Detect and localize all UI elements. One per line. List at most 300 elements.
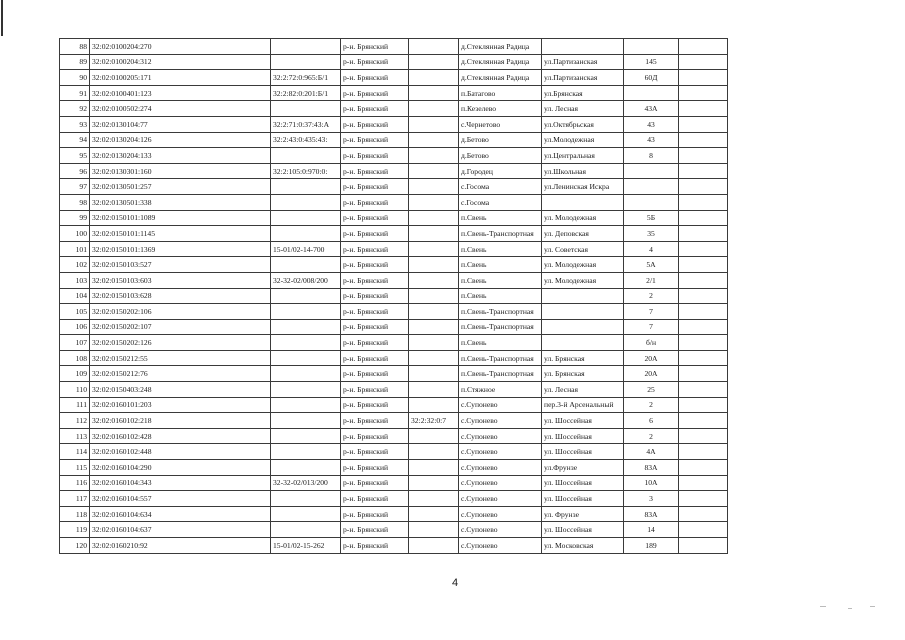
- district: р-н. Брянский: [341, 397, 409, 413]
- table-row: [60, 179, 728, 195]
- cadastral-number: 32:02:0150212:55: [90, 350, 271, 366]
- cadastral-number: 32:02:0150202:107: [90, 319, 271, 335]
- cadastral-number: 32:02:0150101:1145: [90, 226, 271, 242]
- locality: п.Свень: [459, 272, 542, 288]
- table-row: [60, 288, 728, 304]
- old-cadastral-number: [271, 522, 341, 538]
- district: р-н. Брянский: [341, 54, 409, 70]
- district: р-н. Брянский: [341, 335, 409, 351]
- district: р-н. Брянский: [341, 70, 409, 86]
- row-number: 91: [60, 85, 90, 101]
- locality: п.Свень-Транспортная: [459, 226, 542, 242]
- row-number: 106: [60, 319, 90, 335]
- street: [542, 194, 624, 210]
- extra-number: [409, 163, 459, 179]
- cadastral-number: 32:02:0150403:248: [90, 382, 271, 398]
- old-cadastral-number: [271, 257, 341, 273]
- cadastral-number: 32:02:0150103:603: [90, 272, 271, 288]
- old-cadastral-number: [271, 397, 341, 413]
- row-number: 107: [60, 335, 90, 351]
- extra-number: [409, 428, 459, 444]
- row-number: 105: [60, 304, 90, 320]
- cadastral-number: 32:02:0160102:428: [90, 428, 271, 444]
- row-number: 111: [60, 397, 90, 413]
- row-number: 90: [60, 70, 90, 86]
- row-number: 110: [60, 382, 90, 398]
- house-number: 6: [624, 413, 679, 429]
- old-cadastral-number: [271, 444, 341, 460]
- cadastral-number: 32:02:0160104:634: [90, 506, 271, 522]
- table-row: [60, 506, 728, 522]
- house-number: 4: [624, 241, 679, 257]
- cadastral-number: 32:02:0160210:92: [90, 538, 271, 554]
- locality: с.Госома: [459, 194, 542, 210]
- registry-rows: [60, 39, 728, 554]
- district: р-н. Брянский: [341, 475, 409, 491]
- district: р-н. Брянский: [341, 39, 409, 55]
- locality: п.Свень: [459, 288, 542, 304]
- extra-number: [409, 335, 459, 351]
- empty-cell: [679, 54, 728, 70]
- table-row: [60, 366, 728, 382]
- empty-cell: [679, 413, 728, 429]
- locality: с.Супонево: [459, 444, 542, 460]
- street: ул. Молодежная: [542, 210, 624, 226]
- empty-cell: [679, 148, 728, 164]
- table-row: [60, 85, 728, 101]
- old-cadastral-number: [271, 226, 341, 242]
- scan-speck: [870, 606, 875, 607]
- table-row: [60, 257, 728, 273]
- cadastral-number: 32:02:0160104:343: [90, 475, 271, 491]
- locality: с.Супонево: [459, 538, 542, 554]
- street: ул. Молодежная: [542, 272, 624, 288]
- locality: п.Свень: [459, 257, 542, 273]
- house-number: 60Д: [624, 70, 679, 86]
- old-cadastral-number: 15-01/02-15-262: [271, 538, 341, 554]
- table-row: [60, 475, 728, 491]
- house-number: 2/1: [624, 272, 679, 288]
- locality: д.Стеклянная Радица: [459, 39, 542, 55]
- locality: п.Кезелево: [459, 101, 542, 117]
- street: [542, 319, 624, 335]
- empty-cell: [679, 179, 728, 195]
- house-number: 25: [624, 382, 679, 398]
- extra-number: [409, 101, 459, 117]
- old-cadastral-number: [271, 179, 341, 195]
- district: р-н. Брянский: [341, 413, 409, 429]
- house-number: 43: [624, 132, 679, 148]
- cadastral-number: 32:02:0160102:218: [90, 413, 271, 429]
- extra-number: [409, 54, 459, 70]
- old-cadastral-number: [271, 506, 341, 522]
- district: р-н. Брянский: [341, 241, 409, 257]
- old-cadastral-number: 32:2:72:0:965:Б/1: [271, 70, 341, 86]
- table-row: [60, 272, 728, 288]
- locality: п.Свень-Транспортная: [459, 350, 542, 366]
- old-cadastral-number: [271, 304, 341, 320]
- row-number: 116: [60, 475, 90, 491]
- street: [542, 335, 624, 351]
- house-number: 5Б: [624, 210, 679, 226]
- scan-speck: [820, 606, 826, 607]
- extra-number: [409, 538, 459, 554]
- row-number: 94: [60, 132, 90, 148]
- house-number: 43: [624, 116, 679, 132]
- cadastral-number: 32:02:0150202:106: [90, 304, 271, 320]
- extra-number: [409, 288, 459, 304]
- district: р-н. Брянский: [341, 538, 409, 554]
- street: ул.Партизанская: [542, 54, 624, 70]
- locality: п.Свень-Транспортная: [459, 304, 542, 320]
- table-row: [60, 382, 728, 398]
- locality: п.Свень: [459, 241, 542, 257]
- row-number: 104: [60, 288, 90, 304]
- empty-cell: [679, 491, 728, 507]
- house-number: 4А: [624, 444, 679, 460]
- district: р-н. Брянский: [341, 460, 409, 476]
- cadastral-number: 32:02:0100502:274: [90, 101, 271, 117]
- old-cadastral-number: [271, 39, 341, 55]
- row-number: 118: [60, 506, 90, 522]
- house-number: [624, 179, 679, 195]
- old-cadastral-number: 15-01/02-14-700: [271, 241, 341, 257]
- cadastral-number: 32:02:0160101:203: [90, 397, 271, 413]
- old-cadastral-number: [271, 460, 341, 476]
- row-number: 95: [60, 148, 90, 164]
- locality: п.Свень-Транспортная: [459, 319, 542, 335]
- street: ул. Шоссейная: [542, 444, 624, 460]
- row-number: 114: [60, 444, 90, 460]
- old-cadastral-number: 32-32-02/008/200: [271, 272, 341, 288]
- extra-number: [409, 116, 459, 132]
- table-row: [60, 350, 728, 366]
- locality: с.Супонево: [459, 506, 542, 522]
- cadastral-number: 32:02:0100204:312: [90, 54, 271, 70]
- house-number: 83А: [624, 506, 679, 522]
- empty-cell: [679, 304, 728, 320]
- locality: с.Чернетово: [459, 116, 542, 132]
- district: р-н. Брянский: [341, 350, 409, 366]
- street: ул.Фрунзе: [542, 460, 624, 476]
- empty-cell: [679, 522, 728, 538]
- old-cadastral-number: 32:2:71:0:37:43:А: [271, 116, 341, 132]
- extra-number: [409, 241, 459, 257]
- table-row: [60, 428, 728, 444]
- row-number: 112: [60, 413, 90, 429]
- empty-cell: [679, 460, 728, 476]
- extra-number: [409, 491, 459, 507]
- street: ул. Фрунзе: [542, 506, 624, 522]
- street: [542, 288, 624, 304]
- extra-number: [409, 522, 459, 538]
- house-number: 35: [624, 226, 679, 242]
- street: ул. Лесная: [542, 382, 624, 398]
- cadastral-number: 32:02:0130501:338: [90, 194, 271, 210]
- street: ул. Советская: [542, 241, 624, 257]
- district: р-н. Брянский: [341, 226, 409, 242]
- locality: с.Супонево: [459, 428, 542, 444]
- locality: с.Супонево: [459, 460, 542, 476]
- row-number: 101: [60, 241, 90, 257]
- old-cadastral-number: [271, 319, 341, 335]
- locality: д.Бетово: [459, 148, 542, 164]
- cadastral-number: 32:02:0130301:160: [90, 163, 271, 179]
- page-number: 4: [452, 577, 459, 589]
- locality: п.Свень-Транспортная: [459, 366, 542, 382]
- row-number: 113: [60, 428, 90, 444]
- locality: с.Супонево: [459, 491, 542, 507]
- cadastral-number: 32:02:0150202:126: [90, 335, 271, 351]
- row-number: 103: [60, 272, 90, 288]
- extra-number: [409, 304, 459, 320]
- district: р-н. Брянский: [341, 428, 409, 444]
- house-number: 10А: [624, 475, 679, 491]
- house-number: 20А: [624, 350, 679, 366]
- old-cadastral-number: [271, 413, 341, 429]
- district: р-н. Брянский: [341, 257, 409, 273]
- house-number: [624, 85, 679, 101]
- table-row: [60, 194, 728, 210]
- old-cadastral-number: [271, 210, 341, 226]
- street: ул.Школьная: [542, 163, 624, 179]
- old-cadastral-number: 32:2:105:0:970:0:: [271, 163, 341, 179]
- table-row: [60, 460, 728, 476]
- row-number: 98: [60, 194, 90, 210]
- district: р-н. Брянский: [341, 194, 409, 210]
- empty-cell: [679, 116, 728, 132]
- empty-cell: [679, 475, 728, 491]
- old-cadastral-number: [271, 194, 341, 210]
- locality: с.Супонево: [459, 397, 542, 413]
- district: р-н. Брянский: [341, 288, 409, 304]
- scan-speck: [848, 608, 852, 609]
- extra-number: [409, 506, 459, 522]
- table-row: [60, 210, 728, 226]
- table-row: [60, 132, 728, 148]
- extra-number: [409, 70, 459, 86]
- cadastral-number: 32:02:0150212:76: [90, 366, 271, 382]
- house-number: 145: [624, 54, 679, 70]
- extra-number: [409, 85, 459, 101]
- house-number: б/н: [624, 335, 679, 351]
- street: ул. Шоссейная: [542, 522, 624, 538]
- old-cadastral-number: 32:2:43:0:435:43:: [271, 132, 341, 148]
- street: ул. Молодежная: [542, 257, 624, 273]
- empty-cell: [679, 506, 728, 522]
- locality: п.Батагово: [459, 85, 542, 101]
- cadastral-number: 32:02:0130204:126: [90, 132, 271, 148]
- locality: д.Городец: [459, 163, 542, 179]
- district: р-н. Брянский: [341, 382, 409, 398]
- table-row: [60, 101, 728, 117]
- row-number: 88: [60, 39, 90, 55]
- locality: с.Супонево: [459, 522, 542, 538]
- street: ул. Деповская: [542, 226, 624, 242]
- old-cadastral-number: 32:2:82:0:201:Б/1: [271, 85, 341, 101]
- house-number: 8: [624, 148, 679, 164]
- row-number: 92: [60, 101, 90, 117]
- district: р-н. Брянский: [341, 491, 409, 507]
- empty-cell: [679, 39, 728, 55]
- street: ул. Московская: [542, 538, 624, 554]
- district: р-н. Брянский: [341, 506, 409, 522]
- street: ул. Брянская: [542, 350, 624, 366]
- table-row: [60, 116, 728, 132]
- street: [542, 304, 624, 320]
- district: р-н. Брянский: [341, 132, 409, 148]
- locality: д.Стеклянная Радица: [459, 54, 542, 70]
- old-cadastral-number: [271, 350, 341, 366]
- table-row: [60, 319, 728, 335]
- extra-number: [409, 272, 459, 288]
- empty-cell: [679, 257, 728, 273]
- locality: с.Супонево: [459, 475, 542, 491]
- district: р-н. Брянский: [341, 210, 409, 226]
- extra-number: 32:2:32:0:7: [409, 413, 459, 429]
- district: р-н. Брянский: [341, 85, 409, 101]
- extra-number: [409, 132, 459, 148]
- street: пер.3-й Арсенальный: [542, 397, 624, 413]
- cadastral-number: 32:02:0100204:270: [90, 39, 271, 55]
- row-number: 108: [60, 350, 90, 366]
- row-number: 119: [60, 522, 90, 538]
- table-row: [60, 241, 728, 257]
- cadastral-number: 32:02:0150101:1369: [90, 241, 271, 257]
- extra-number: [409, 350, 459, 366]
- cadastral-number: 32:02:0160102:448: [90, 444, 271, 460]
- cadastral-number: 32:02:0150103:628: [90, 288, 271, 304]
- extra-number: [409, 148, 459, 164]
- table-row: [60, 54, 728, 70]
- extra-number: [409, 475, 459, 491]
- cadastral-number: 32:02:0150101:1089: [90, 210, 271, 226]
- scan-edge-mark: [1, 0, 3, 36]
- locality: д.Стеклянная Радица: [459, 70, 542, 86]
- street: ул. Шоссейная: [542, 491, 624, 507]
- property-registry-table: [59, 38, 728, 554]
- district: р-н. Брянский: [341, 304, 409, 320]
- locality: п.Свень: [459, 210, 542, 226]
- house-number: [624, 163, 679, 179]
- row-number: 97: [60, 179, 90, 195]
- table-row: [60, 148, 728, 164]
- locality: п.Стяжное: [459, 382, 542, 398]
- street: ул. Лесная: [542, 101, 624, 117]
- empty-cell: [679, 210, 728, 226]
- street: [542, 39, 624, 55]
- cadastral-number: 32:02:0150103:527: [90, 257, 271, 273]
- table-row: [60, 304, 728, 320]
- street: ул.Центральная: [542, 148, 624, 164]
- extra-number: [409, 366, 459, 382]
- district: р-н. Брянский: [341, 272, 409, 288]
- old-cadastral-number: [271, 491, 341, 507]
- empty-cell: [679, 272, 728, 288]
- table-row: [60, 335, 728, 351]
- street: ул. Шоссейная: [542, 413, 624, 429]
- cadastral-number: 32:02:0130204:133: [90, 148, 271, 164]
- extra-number: [409, 257, 459, 273]
- empty-cell: [679, 538, 728, 554]
- row-number: 99: [60, 210, 90, 226]
- district: р-н. Брянский: [341, 163, 409, 179]
- empty-cell: [679, 350, 728, 366]
- cadastral-number: 32:02:0160104:290: [90, 460, 271, 476]
- house-number: 43А: [624, 101, 679, 117]
- empty-cell: [679, 101, 728, 117]
- district: р-н. Брянский: [341, 366, 409, 382]
- district: р-н. Брянский: [341, 319, 409, 335]
- row-number: 117: [60, 491, 90, 507]
- district: р-н. Брянский: [341, 179, 409, 195]
- table-row: [60, 226, 728, 242]
- street: ул.Ленинская Искра: [542, 179, 624, 195]
- empty-cell: [679, 335, 728, 351]
- empty-cell: [679, 70, 728, 86]
- street: ул.Брянская: [542, 85, 624, 101]
- house-number: 3: [624, 491, 679, 507]
- street: ул.Молодежная: [542, 132, 624, 148]
- extra-number: [409, 39, 459, 55]
- row-number: 120: [60, 538, 90, 554]
- table-row: [60, 413, 728, 429]
- table-row: [60, 39, 728, 55]
- empty-cell: [679, 382, 728, 398]
- extra-number: [409, 460, 459, 476]
- old-cadastral-number: [271, 101, 341, 117]
- empty-cell: [679, 428, 728, 444]
- table-row: [60, 491, 728, 507]
- cadastral-number: 32:02:0100205:171: [90, 70, 271, 86]
- house-number: 20А: [624, 366, 679, 382]
- row-number: 100: [60, 226, 90, 242]
- house-number: 2: [624, 288, 679, 304]
- old-cadastral-number: [271, 288, 341, 304]
- extra-number: [409, 194, 459, 210]
- table-row: [60, 397, 728, 413]
- old-cadastral-number: [271, 366, 341, 382]
- district: р-н. Брянский: [341, 101, 409, 117]
- empty-cell: [679, 132, 728, 148]
- row-number: 109: [60, 366, 90, 382]
- street: ул. Брянская: [542, 366, 624, 382]
- house-number: 7: [624, 304, 679, 320]
- table-row: [60, 163, 728, 179]
- street: ул.Октябрьская: [542, 116, 624, 132]
- house-number: [624, 39, 679, 55]
- cadastral-number: 32:02:0160104:637: [90, 522, 271, 538]
- locality: п.Свень: [459, 335, 542, 351]
- house-number: 2: [624, 428, 679, 444]
- cadastral-number: 32:02:0130104:77: [90, 116, 271, 132]
- old-cadastral-number: [271, 335, 341, 351]
- house-number: 189: [624, 538, 679, 554]
- table-row: [60, 70, 728, 86]
- row-number: 93: [60, 116, 90, 132]
- table-row: [60, 444, 728, 460]
- extra-number: [409, 444, 459, 460]
- cadastral-number: 32:02:0130501:257: [90, 179, 271, 195]
- empty-cell: [679, 194, 728, 210]
- house-number: 83А: [624, 460, 679, 476]
- district: р-н. Брянский: [341, 148, 409, 164]
- extra-number: [409, 226, 459, 242]
- extra-number: [409, 179, 459, 195]
- cadastral-number: 32:02:0160104:557: [90, 491, 271, 507]
- old-cadastral-number: 32-32-02/013/200: [271, 475, 341, 491]
- row-number: 102: [60, 257, 90, 273]
